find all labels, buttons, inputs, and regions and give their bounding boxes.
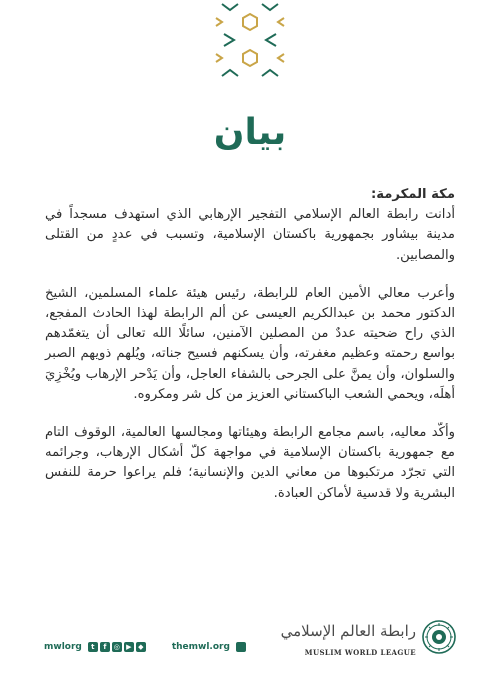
snapchat-icon[interactable]: ◆ [136,642,146,652]
website-link[interactable]: themwl.org [171,642,230,652]
statement-paragraph-2: وأعرب معالي الأمين العام للرابطة، رئيس هيئة علماء المسلمين، الشيخ الدكتور محمد بن عبدالكريم العيسى عن ألم الرابطة لهذا الحادث المفجع، الذي راح ضحيته عددٌ من المصلين الآمنين، سائلًا الله تعالى أن يتغمّدهم بواسع رحمته وعظيم مغفرته، وأن يسكنهم فسيح جناته، ويُلهم ذويهم الصبر والسلوان، وأن يمنَّ على الجرحى بالشفاء العاجل، وأن يَدْحر الإرهاب ويُخْزِيَ أهلَه، ويحمي الشعب الباكستاني العزيز من كل شر ومكروه. [45,285,455,402]
social-handle[interactable]: mwlorg [44,642,82,652]
youtube-icon[interactable]: ▶ [124,642,134,652]
geometric-ornament-icon [210,0,290,82]
footer [0,612,500,672]
footer-social [44,640,246,654]
mwl-logo [280,616,456,666]
instagram-icon[interactable]: ◎ [113,643,120,651]
twitter-icon[interactable]: t [88,642,98,652]
statement-location: مكة المكرمة: [370,187,455,202]
social-icons [88,642,146,652]
statement-paragraph-3: وأكّد معاليه، باسم مجامع الرابطة وهيئاتها ومجالسها العالمية، الوقوف التام مع جمهورية باكستان الإسلامية في مواجهة كلّ أشكال الإرهاب، وجرائمه التي تجرّد مرتكبوها من معاني الدين والإنسانية؛ فلم يراعوا حرمة للنفس البشرية ولا قدسية لأماكن العبادة. [45,425,455,501]
facebook-icon[interactable]: f [100,642,110,652]
statement-body [45,185,455,522]
logo-english-name: MUSLIM WORLD LEAGUE [304,648,416,657]
logo-arabic-name: رابطة العالم الإسلامي [280,622,416,640]
globe-icon[interactable] [236,642,246,652]
statement-paragraph-1: أدانت رابطة العالم الإسلامي التفجير الإرهابي الذي استهدف مسجداً في مدينة بيشاور بجمهورية باكستان الإسلامية، وتسبب في عددٍ من القتلى والمصابين. [45,207,455,263]
statement-title: بيان [213,112,287,153]
mwl-emblem-icon [422,620,456,654]
